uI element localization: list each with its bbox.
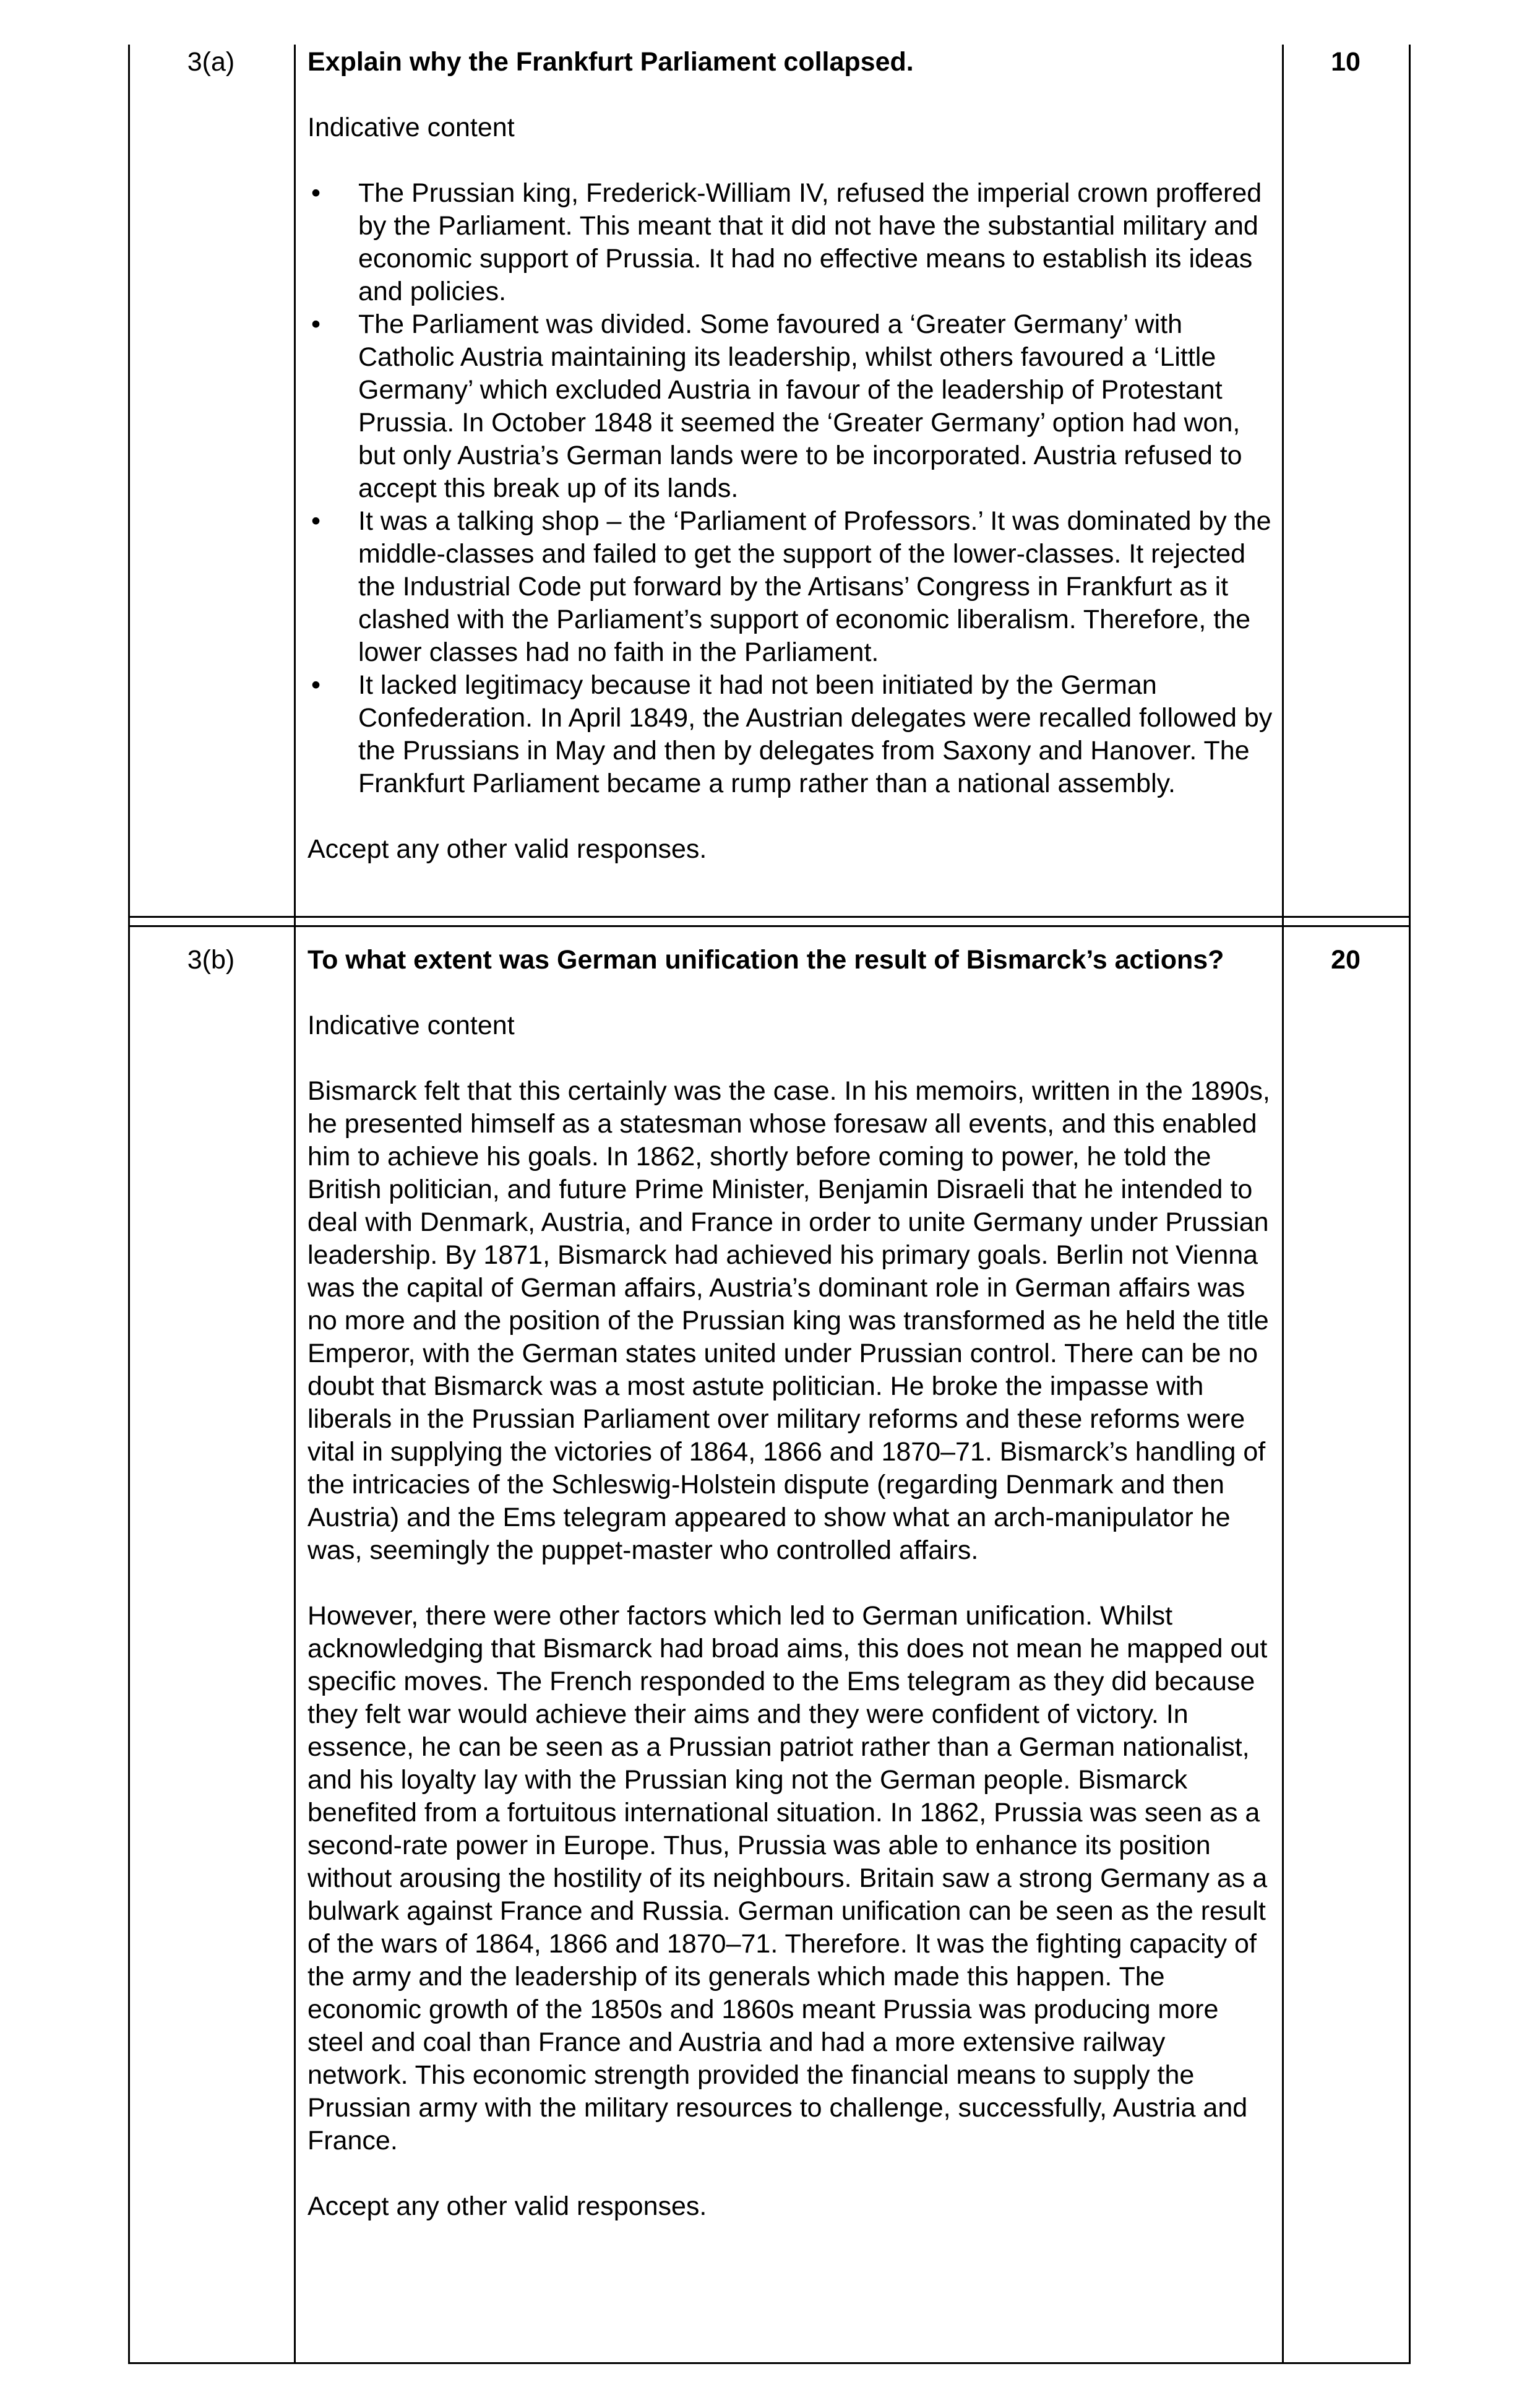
paragraph-other-factors: However, there were other factors which led to German unification. Whilst acknowledging that Bismarck had broad aims, this does not mean he mapped out specific moves. The French responded to the Ems telegram as they did because they felt war would achieve their aims and they were confident of victory. In essence, he can be seen as a Prussian patriot rather than a German nationalist, and his loyalty lay with the Prussian king not the German people. Bismarck benefited from a fortuitous international situation. In 1862, Prussia was seen as a second-rate power in Europe. Thus, Prussia was able to enhance its position without arousing the hostility of its neighbours. Britain saw a strong Germany as a bulwark against France and Russia. German unification can be seen as the result of the wars of 1864, 1866 and 1870–71. Therefore. It was the fighting capacity of the army and the leadership of its generals which made this happen. The economic growth of the 1850s and 1860s meant Prussia was producing more steel and coal than France and Austria and had a more extensive railway network. This economic strength provided the financial means to supply the Prussian army with the military resources to challenge, successfully, Austria and France. — [307, 1601, 1268, 2156]
answer-content-3b — [307, 944, 1273, 2223]
answer-content-3a — [307, 46, 1273, 866]
bullet-icon: • — [311, 670, 321, 700]
indicative-content-label: Indicative content — [307, 113, 515, 142]
list-item: • The Parliament was divided. Some favoured a ‘Greater Germany’ with Catholic Austria maintaining its leadership, whilst others favoured a ‘Little Germany’ which excluded Austria in favour of the leadership of Protestant Prussia. In October 1848 it seemed the ‘Greater Germany’ option had won, but only Austria’s German lands were to be incorporated. Austria refused to accept this break up of its lands. — [311, 309, 1242, 503]
bullet-icon: • — [311, 178, 321, 208]
bullet-icon: • — [311, 309, 321, 339]
mark-scheme-table — [128, 45, 1411, 2364]
question-text-3b: To what extent was German unification the result of Bismarck’s actions? — [307, 945, 1224, 975]
list-item: • The Prussian king, Frederick-William IV, refused the imperial crown proffered by the Parliament. This meant that it did not have the substantial military and economic support of Prussia. It had no effective means to establish its ideas and policies. — [311, 178, 1262, 306]
left-border — [128, 45, 130, 2364]
question-number-3a: 3(a) — [187, 47, 235, 77]
bullet-icon: • — [311, 506, 321, 536]
row-separator-bottom — [128, 925, 1411, 927]
column-divider-marks — [1282, 45, 1284, 2364]
paragraph-bismarck-role: Bismarck felt that this certainly was the case. In his memoirs, written in the 1890s, he presented himself as a statesman whose foresaw all events, and this enabled him to achieve his goals. In 1862, shortly before coming to power, he told the British politician, and future Prime Minister, Benjamin Disraeli that he intended to deal with Denmark, Austria, and France in order to unite Germany under Prussian leadership. By 1871, Bismarck had achieved his primary goals. Berlin not Vienna was the capital of German affairs, Austria’s dominant role in German affairs was no more and the position of the Prussian king was transformed as he held the title Emperor, with the German states united under Prussian control. There can be no doubt that Bismarck was a most astute politician. He broke the impasse with liberals in the Prussian Parliament over military reforms and these reforms were vital in supplying the victories of 1864, 1866 and 1870–71. Bismarck’s handling of the intricacies of the Schleswig-Holstein dispute (regarding Denmark and then Austria) and the Ems telegram appeared to show what an arch-manipulator he was, seemingly the puppet-master who controlled affairs. — [307, 1076, 1270, 1565]
marks-3b: 20 — [1331, 945, 1361, 975]
right-border — [1409, 45, 1411, 2364]
indicative-content-label: Indicative content — [307, 1011, 515, 1040]
accept-other-responses-3a: Accept any other valid responses. — [307, 834, 707, 864]
bullet-list-3a — [307, 177, 1273, 800]
row-separator-top — [128, 916, 1411, 918]
column-divider-question — [294, 45, 296, 2364]
list-item: • It lacked legitimacy because it had not been initiated by the German Confederation. In April 1849, the Austrian delegates were recalled followed by the Prussians in May and then by delegates from Saxony and Hanover. The Frankfurt Parliament became a rump rather than a national assembly. — [311, 670, 1273, 798]
question-number-3b: 3(b) — [187, 945, 235, 975]
list-item: • It was a talking shop – the ‘Parliament of Professors.’ It was dominated by the middle-classes and failed to get the support of the lower-classes. It rejected the Industrial Code put forward by the Artisans’ Congress in Frankfurt as it clashed with the Parliament’s support of economic liberalism. Therefore, the lower classes had no faith in the Parliament. — [311, 506, 1271, 667]
question-text-3a: Explain why the Frankfurt Parliament collapsed. — [307, 47, 914, 77]
accept-other-responses-3b: Accept any other valid responses. — [307, 2191, 707, 2221]
marks-3a: 10 — [1331, 47, 1361, 77]
bottom-border — [128, 2362, 1411, 2364]
